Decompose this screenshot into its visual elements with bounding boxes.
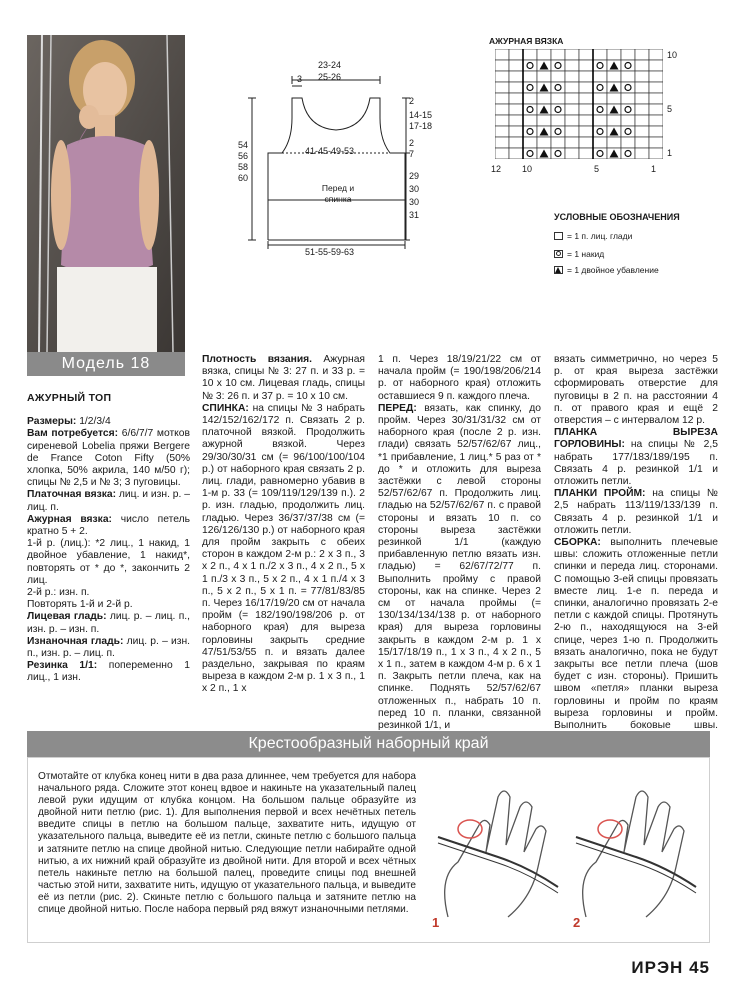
front-continued: вязать симметрично, но через 5 р. от края выреза застёжки сформировать отверстие для пуговицы в 2 п. на расстоянии 4 п. от правого края и ещё 2 отверстия – с интервалом 12 р. bbox=[554, 354, 718, 427]
chart-cell bbox=[551, 115, 565, 126]
chart-cell bbox=[635, 148, 649, 159]
chart-cell bbox=[509, 93, 523, 104]
chart-cell bbox=[509, 60, 523, 71]
chart-col-5: 5 bbox=[594, 164, 600, 174]
chart-cell bbox=[621, 49, 635, 60]
chart-cell bbox=[593, 137, 607, 148]
garter-value: лиц. и изн. р. – лиц. п. bbox=[27, 489, 190, 513]
magazine-name: ИРЭН bbox=[631, 958, 684, 977]
chart-cell bbox=[537, 49, 551, 60]
lace-row-2: 2-й р.: изн. п. bbox=[27, 587, 90, 599]
top-width-1: 23-24 bbox=[318, 60, 342, 70]
chart-cell bbox=[635, 49, 649, 60]
chart-cell bbox=[565, 93, 579, 104]
chart-cell bbox=[537, 115, 551, 126]
right-top-4: 2 bbox=[409, 138, 415, 148]
chart-cell bbox=[523, 115, 537, 126]
chart-cell bbox=[649, 126, 663, 137]
chart-cell bbox=[495, 115, 509, 126]
chart-cell bbox=[579, 104, 593, 115]
legend-yarnover bbox=[554, 249, 604, 259]
chart-cell bbox=[495, 82, 509, 93]
chart-cell bbox=[565, 137, 579, 148]
chart-cell bbox=[649, 82, 663, 93]
materials-label: Вам потребуется: bbox=[27, 428, 119, 440]
chart-cell bbox=[649, 71, 663, 82]
figure-1-label: 1 bbox=[432, 915, 440, 930]
chart-cell bbox=[635, 60, 649, 71]
text-column-4 bbox=[554, 354, 718, 745]
chart-cell bbox=[621, 126, 635, 137]
chart-cell bbox=[509, 137, 523, 148]
chart-cell bbox=[565, 82, 579, 93]
right-body-3: 30 bbox=[409, 197, 420, 207]
chart-cell bbox=[565, 115, 579, 126]
text-column-2 bbox=[202, 354, 365, 696]
chart-cell bbox=[509, 148, 523, 159]
chart-cell bbox=[635, 104, 649, 115]
armband-label: ПЛАНКИ ПРОЙМ: bbox=[554, 488, 646, 500]
chart-cell bbox=[551, 126, 565, 137]
chart-cell bbox=[621, 137, 635, 148]
right-body-4: 31 bbox=[409, 210, 420, 220]
chart-row-1: 1 bbox=[667, 148, 673, 158]
cast-on-text: Отмотайте от клубка конец нити в два раза длиннее, чем требуется для набора начального ряда. Сложите этот конец вдвое и накиньте на указательный палец левой руки идущим от клубка концом. На большом пальце образуйте из двойной нити петлю (рис. 1). Для выполнения первой и всех нечётных петель введите спицы в петлю на большом пальце, захватите нить, идущую от указательного пальца, выведите её из петли, скиньте петлю с большого пальца и затяните петлю на спице двойной нитью. Следующие петли набирайте одной нитью, а их нижний край образуйте из двойной нити. Для второй и всех чётных петель накиньте петлю на большой палец, проведите спицы под внешней частью этой нити, захватите нить, идущую от указательного пальца, и выведите её из петли (рис. 2). Скиньте петлю с большого пальца и затяните петлю на спице двойной нитью. После набора первый ряд вяжут изнаночными петлями. bbox=[38, 771, 416, 916]
chart-cell bbox=[509, 71, 523, 82]
bottom-width: 51-55-59-63 bbox=[305, 247, 355, 257]
chart-cell bbox=[565, 71, 579, 82]
lace-repeat: Повторять 1-й и 2-й р. bbox=[27, 599, 133, 611]
chart-cell bbox=[649, 49, 663, 60]
rib-value: попеременно 1 лиц., 1 изн. bbox=[27, 660, 190, 684]
chart-cell bbox=[551, 137, 565, 148]
armband-value: на спицы № 2,5 набрать 113/119/133/139 п. Связать 4 р. резинкой 1/1 и отложить петли. bbox=[554, 488, 718, 536]
chart-cell bbox=[649, 137, 663, 148]
chart-cell bbox=[635, 93, 649, 104]
figure-2-label: 2 bbox=[573, 915, 581, 930]
piece-label: Перед и спинка bbox=[321, 183, 355, 204]
cast-on-illustrations bbox=[428, 767, 704, 937]
chest-width: 41-45-49-53 bbox=[305, 146, 355, 156]
rib-label: Резинка 1/1: bbox=[27, 660, 98, 672]
text-column-1 bbox=[27, 392, 190, 685]
chart-title: АЖУРНАЯ ВЯЗКА bbox=[489, 36, 564, 46]
chart-cell bbox=[579, 71, 593, 82]
chart-cell bbox=[635, 82, 649, 93]
chart-cell bbox=[551, 104, 565, 115]
chart-col-1: 1 bbox=[651, 164, 657, 174]
chart-cell bbox=[495, 49, 509, 60]
chart-cell bbox=[565, 49, 579, 60]
height-1: 54 bbox=[238, 140, 249, 150]
assembly-value: выполнить плечевые швы: сложить отложенные петли спинки и переда лиц. сторонами. С помощью 3-ей спицы провязать вместе лиц. 1-е п. переда и спинки, аналогично провязать 2-е петли с каждой спицы. Протянуть 2-ю п., находящуюся на 3-ей спице, через 1-ю п. Продолжить вязать аналогично, пока не будут закрыты все петли плеча (шов будет с изн. стороны). Пришить швом «петля» планки выреза горловины и пройм по краям выреза горловины и пройм. Выполнить боковые швы. bbox=[554, 537, 718, 732]
chart-cell bbox=[565, 148, 579, 159]
stitch-chart bbox=[495, 49, 663, 159]
model-photo bbox=[27, 35, 185, 352]
chart-cell bbox=[607, 93, 621, 104]
chart-cell bbox=[495, 60, 509, 71]
hand-figure-1 bbox=[438, 791, 558, 917]
chart-cell bbox=[523, 49, 537, 60]
legend-title: УСЛОВНЫЕ ОБОЗНАЧЕНИЯ bbox=[554, 212, 680, 222]
chart-cell bbox=[607, 49, 621, 60]
page-number: 45 bbox=[689, 958, 710, 977]
chart-cell bbox=[649, 60, 663, 71]
chart-cell bbox=[495, 126, 509, 137]
double-decrease-icon bbox=[554, 266, 563, 274]
chart-cell bbox=[509, 49, 523, 60]
chart-cell bbox=[537, 93, 551, 104]
chart-cell bbox=[579, 137, 593, 148]
chart-cell bbox=[593, 93, 607, 104]
chart-col-12: 12 bbox=[491, 164, 502, 174]
chart-cell bbox=[621, 82, 635, 93]
right-body-2: 30 bbox=[409, 184, 420, 194]
front-label: ПЕРЕД: bbox=[378, 402, 417, 414]
chart-cell bbox=[509, 115, 523, 126]
materials-value: 6/6/7/7 мотков сиреневой Lobelia пряжи Bergere de France Coton Fifty (50% хлопка, 50% акрила, 140 м/50 г); спицы № 2,5 и № 3; 3 пуговицы. bbox=[27, 428, 190, 489]
reverse-stockinette-label: Изнаночная гладь: bbox=[27, 635, 124, 647]
chart-cell bbox=[621, 71, 635, 82]
chart-cell bbox=[649, 148, 663, 159]
lace-row-1: 1-й р. (лиц.): *2 лиц., 1 накид, 1 двойное убавление, 1 накид*, повторять от * до *, закончить 2 лиц. bbox=[27, 538, 190, 586]
right-top-3: 17-18 bbox=[409, 121, 433, 131]
sizes-value: 1/2/3/4 bbox=[79, 416, 111, 428]
loop-highlight-2 bbox=[598, 820, 622, 838]
chart-cell bbox=[523, 93, 537, 104]
chart-cell bbox=[551, 148, 565, 159]
page-footer bbox=[631, 958, 710, 978]
chart-cell bbox=[495, 137, 509, 148]
back-value: на спицы № 3 набрать 142/152/162/172 п. Связать 2 р. платочной вязкой. Продолжить ажурной вязкой. Через 29/30/30/31 см (= 96/100/100/104 р.) от наборного края связать 2 р. лиц. глади, равномерно убавив в 1-м р. 33 (= 109/119/129/139 п.). 2 р. изн. гладью, продолжить лиц. гладью. Через 36/37/37/38 см (= 126/126/130 р.) от наборного края для пройм закрыть с обеих сторон в каждом 2-м р.: 2 x 3 п., 3 x 2 п., 4 x 1 п./2 x 3 п., 4 x 2 п., 5 x 1 п./3 x 3 п., 5 x 2 п., 4 x 1 п./4 x 3 п., 5 x 2 п., 5 x 1 п. = 77/81/83/85 п. Через 16/17/19/20 см от начала пройм (= 182/190/198/206 р. от наборного края) для выреза горловины закрыть средние 47/51/53/55 п. и вязать далее раздельно, закрывая по краям выреза в каждом 2-м р. 1 x 3 п., 1 x 2 п., 1 x bbox=[202, 402, 365, 695]
left-edge-value: 3 bbox=[297, 74, 303, 84]
chart-cell bbox=[495, 104, 509, 115]
chart-cell bbox=[649, 93, 663, 104]
assembly-label: СБОРКА: bbox=[554, 537, 601, 549]
chart-cell bbox=[551, 71, 565, 82]
chart-cell bbox=[649, 115, 663, 126]
stockinette-label: Лицевая гладь: bbox=[27, 611, 107, 623]
right-top-2: 14-15 bbox=[409, 110, 433, 120]
neckband-label: ПЛАНКА ВЫРЕЗА ГОРЛОВИНЫ: bbox=[554, 427, 718, 451]
chart-cell bbox=[537, 137, 551, 148]
height-2: 56 bbox=[238, 151, 249, 161]
chart-cell bbox=[621, 93, 635, 104]
chart-cell bbox=[579, 60, 593, 71]
chart-cell bbox=[593, 126, 607, 137]
chart-cell bbox=[551, 60, 565, 71]
top-width-2: 25-26 bbox=[318, 72, 342, 82]
right-body-1: 29 bbox=[409, 171, 420, 181]
chart-cell bbox=[523, 82, 537, 93]
chart-cell bbox=[621, 148, 635, 159]
chart-cell bbox=[551, 93, 565, 104]
chart-row-10: 10 bbox=[667, 50, 678, 60]
chart-cell bbox=[579, 148, 593, 159]
chart-cell bbox=[607, 137, 621, 148]
chart-cell bbox=[593, 71, 607, 82]
stockinette-value: лиц. р. – лиц. п., изн. р. – изн. п. bbox=[27, 611, 191, 635]
chart-cell bbox=[551, 82, 565, 93]
chart-row-5: 5 bbox=[667, 104, 673, 114]
chart-cell bbox=[649, 104, 663, 115]
height-4: 60 bbox=[238, 173, 249, 183]
chart-cell bbox=[579, 82, 593, 93]
pattern-title: АЖУРНЫЙ ТОП bbox=[27, 392, 112, 404]
chart-cell bbox=[523, 137, 537, 148]
lace-label: Ажурная вязка: bbox=[27, 513, 112, 525]
chart-cell bbox=[635, 126, 649, 137]
chart-cell bbox=[607, 71, 621, 82]
loop-highlight-1 bbox=[458, 820, 482, 838]
sizes-label: Размеры: bbox=[27, 416, 77, 428]
gauge-value: Ажурная вязка, спицы № 3: 27 п. и 33 р. = 10 x 10 см. Лицевая гладь, спицы № 3: 26 п. и 37 р. = 10 x 10 см. bbox=[202, 354, 365, 402]
chart-cell bbox=[523, 148, 537, 159]
chart-cell bbox=[621, 60, 635, 71]
chart-cell bbox=[509, 82, 523, 93]
legend-decrease bbox=[554, 265, 659, 275]
gauge-label: Плотность вязания. bbox=[202, 354, 313, 365]
chart-cell bbox=[565, 126, 579, 137]
chart-cell bbox=[635, 115, 649, 126]
chart-cell bbox=[579, 126, 593, 137]
lace-value: число петель кратно 5 + 2. bbox=[27, 513, 190, 538]
chart-cell bbox=[509, 126, 523, 137]
legend-knit bbox=[554, 231, 632, 241]
chart-cell bbox=[537, 71, 551, 82]
right-top-5: 7 bbox=[409, 149, 415, 159]
chart-cell bbox=[579, 93, 593, 104]
hand-figure-2 bbox=[576, 791, 696, 917]
legend-knit-text: = 1 п. лиц. глади bbox=[567, 231, 633, 241]
height-3: 58 bbox=[238, 162, 249, 172]
back-continued: 1 п. Через 18/19/21/22 см от начала пройм (= 190/198/206/214 р. от наборного края) отложить оставшиеся 9 п. каждого плеча. bbox=[378, 354, 541, 402]
chart-cell bbox=[579, 49, 593, 60]
garter-label: Платочная вязка: bbox=[27, 489, 117, 501]
chart-cell bbox=[593, 104, 607, 115]
back-label: СПИНКА: bbox=[202, 402, 249, 414]
chart-cell bbox=[621, 115, 635, 126]
cast-on-title: Крестообразный наборный край bbox=[27, 731, 710, 757]
chart-cell bbox=[593, 60, 607, 71]
legend-decrease-text: = 1 двойное убавление bbox=[567, 265, 659, 275]
chart-cell bbox=[509, 104, 523, 115]
neckband-value: на спицы № 2,5 набрать 177/183/189/195 п. Связать 4 р. резинкой 1/1 и отложить петли. bbox=[554, 439, 718, 488]
chart-cell bbox=[565, 60, 579, 71]
knit-stitch-icon bbox=[554, 232, 563, 240]
chart-cell bbox=[635, 71, 649, 82]
chart-cell bbox=[579, 115, 593, 126]
chart-cell bbox=[607, 115, 621, 126]
chart-cell bbox=[495, 148, 509, 159]
chart-cell bbox=[551, 49, 565, 60]
legend-yarnover-text: = 1 накид bbox=[567, 249, 605, 259]
chart-cell bbox=[621, 104, 635, 115]
right-top-1: 2 bbox=[409, 96, 415, 106]
chart-cell bbox=[495, 93, 509, 104]
chart-cell bbox=[593, 115, 607, 126]
chart-col-10: 10 bbox=[522, 164, 533, 174]
chart-cell bbox=[593, 82, 607, 93]
chart-cell bbox=[593, 49, 607, 60]
chart-cell bbox=[523, 71, 537, 82]
chart-cell bbox=[495, 71, 509, 82]
chart-cell bbox=[635, 137, 649, 148]
yarn-over-icon bbox=[554, 250, 563, 258]
chart-cell bbox=[523, 104, 537, 115]
front-value: вязать, как спинку, до пройм. Через 30/31/31/32 см от наборного края (после 2 р. изн. глади) связать 52/57/62/67 лиц., *1 прибавление, 1 лиц.* 5 раз от * до * и отложить для выреза застёжки с левой стороны 52/57/62/67 п. Продолжить лиц. гладью на 52/57/62/67 п. с правой стороны и вязать 10 п. со стороны выреза застёжки резинкой 1/1 (каждую прибавленную петлю вязать изн. гладью) = 62/67/72/77 п. Выполнить пройму с правой стороны, как на спинке. Через 2 см от начала проймы (= 130/134/134/138 р. от наборного края) для выреза горловины закрыть в каждом 2-м р. 1 x 15/17/18/19 п., 1 x 3 п., 4 x 2 п., 5 x 1 п., затем в каждом 4-м р. 6 x 1 п. Закрыть петли плеча, как на спинке. Поднять 52/57/62/67 отложенных п., набрать 10 п. перед 10 п. планки, связанной резинкой 1/1, и bbox=[378, 402, 541, 732]
model-label: Модель 18 bbox=[27, 352, 185, 376]
chart-cell bbox=[593, 148, 607, 159]
chart-cell bbox=[565, 104, 579, 115]
chart-cell bbox=[523, 126, 537, 137]
chart-cell bbox=[523, 60, 537, 71]
text-column-3 bbox=[378, 354, 541, 732]
reverse-stockinette-value: лиц. р. – изн. п., изн. р. – лиц. п. bbox=[27, 635, 190, 660]
